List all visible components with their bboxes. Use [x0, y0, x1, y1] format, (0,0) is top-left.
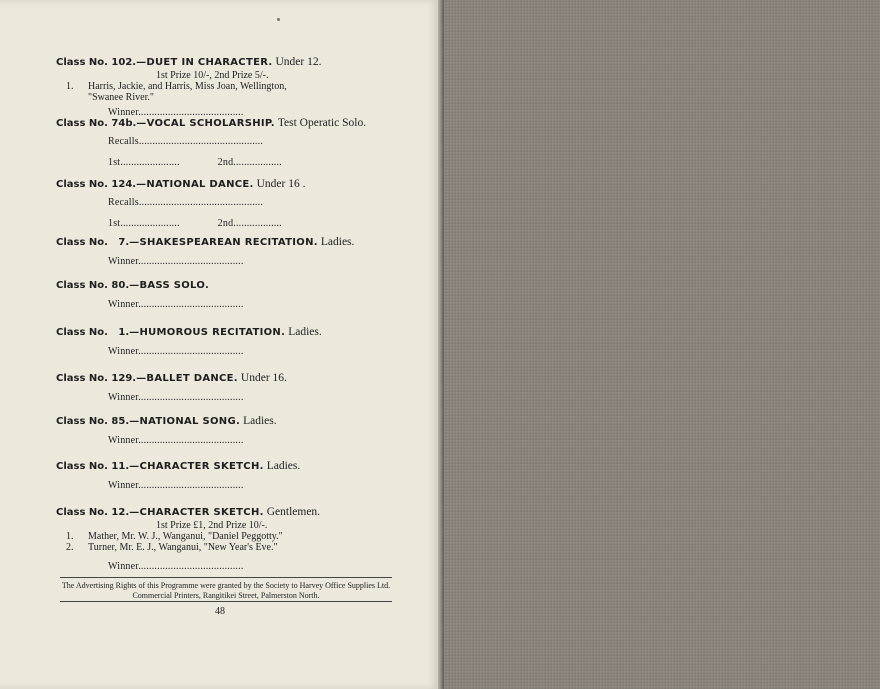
candidate-line	[56, 542, 396, 553]
class-qualifier: Under 16.	[240, 372, 287, 384]
winner-line: Winner.......................................	[108, 299, 244, 310]
class-number: Class No. 12.	[56, 507, 130, 518]
footer-rule-top	[60, 577, 392, 578]
class-qualifier: Ladies.	[243, 415, 277, 427]
winner-line: Winner.......................................	[108, 435, 244, 446]
class-qualifier: Under 16 .	[256, 178, 306, 190]
recalls-line: Recalls..............................................	[108, 136, 264, 147]
class-title: —NATIONAL SONG.	[129, 416, 241, 427]
class-number: Class No. 85.	[56, 416, 130, 427]
class-entry-11	[56, 459, 396, 492]
class-title: —BALLET DANCE.	[136, 373, 238, 384]
class-number: Class No. 129.	[56, 373, 137, 384]
page-number: 48	[215, 606, 225, 617]
footer-line-2: Commercial Printers, Rangitikei Street, Palmerston North.	[132, 591, 320, 600]
class-entry-129	[56, 371, 396, 404]
first-place-line: 1st......................	[108, 218, 180, 229]
class-title: —VOCAL SCHOLARSHIP.	[136, 118, 275, 129]
class-heading	[56, 371, 396, 386]
footer-rule-bottom	[60, 601, 392, 602]
candidate-number: 1.	[66, 81, 74, 92]
class-title: —DUET IN CHARACTER.	[136, 57, 273, 68]
class-heading	[56, 325, 396, 340]
prize-line: 1st Prize 10/-, 2nd Prize 5/-.	[156, 70, 269, 81]
footer-line-1: The Advertising Rights of this Programme were granted by the Society to Harvey Office Supplies Ltd.	[61, 581, 391, 590]
class-entry-102	[56, 55, 396, 119]
candidate-text: Mather, Mr. W. J., Wanganui, "Daniel Peggotty."	[88, 531, 283, 542]
candidate-text: "Swanee River."	[88, 92, 154, 103]
candidate-number	[66, 92, 88, 103]
winner-line: Winner.......................................	[108, 346, 244, 357]
class-heading	[56, 177, 396, 192]
class-number: Class No. 7.	[56, 237, 130, 248]
class-number: Class No. 124.	[56, 179, 137, 190]
class-qualifier: Test Operatic Solo.	[277, 117, 367, 129]
winner-line: Winner.......................................	[108, 107, 244, 118]
class-entry-80	[56, 278, 396, 311]
candidate-line	[56, 81, 396, 92]
placings-line	[56, 157, 396, 169]
prize-line: 1st Prize £1, 2nd Prize 10/-.	[156, 520, 268, 531]
class-entry-124	[56, 177, 396, 230]
class-title: —CHARACTER SKETCH.	[129, 461, 264, 472]
candidate-line	[56, 92, 396, 103]
class-number: Class No. 102.	[56, 57, 137, 68]
class-title: —CHARACTER SKETCH.	[129, 507, 264, 518]
second-place-line: 2nd..................	[217, 157, 282, 168]
placings-line	[56, 218, 396, 230]
class-heading	[56, 116, 396, 131]
class-number: Class No. 1.	[56, 327, 130, 338]
class-heading	[56, 505, 396, 520]
class-title: —BASS SOLO.	[129, 280, 210, 291]
class-number: Class No. 74b.	[56, 118, 137, 129]
class-number: Class No. 11.	[56, 461, 130, 472]
recalls-line: Recalls..............................................	[108, 197, 264, 208]
printer-footer	[56, 581, 396, 601]
class-title: —SHAKESPEAREAN RECITATION.	[129, 237, 318, 248]
class-qualifier: Ladies.	[266, 460, 301, 472]
first-place-line: 1st......................	[108, 157, 180, 168]
class-qualifier: Gentlemen.	[266, 506, 321, 518]
class-heading	[56, 235, 396, 250]
class-heading	[56, 459, 396, 474]
class-heading	[56, 414, 396, 429]
winner-line: Winner.......................................	[108, 561, 244, 572]
candidate-number: 2.	[66, 542, 74, 553]
class-title: —NATIONAL DANCE.	[136, 179, 254, 190]
winner-line: Winner.......................................	[108, 480, 244, 491]
back-cover	[444, 0, 880, 689]
class-heading	[56, 278, 396, 293]
class-entry-74b	[56, 116, 396, 169]
class-qualifier: Ladies.	[320, 236, 355, 248]
class-entry-1	[56, 325, 396, 358]
candidate-text: Harris, Jackie, and Harris, Miss Joan, Wellington,	[88, 81, 287, 92]
class-entry-7	[56, 235, 396, 268]
second-place-line: 2nd..................	[217, 218, 282, 229]
class-heading	[56, 55, 396, 70]
candidate-text: Turner, Mr. E. J., Wanganui, "New Year's Eve."	[88, 542, 278, 553]
class-entry-85	[56, 414, 396, 447]
class-qualifier: Under 12.	[275, 56, 322, 68]
candidate-line	[56, 531, 396, 542]
winner-line: Winner.......................................	[108, 392, 244, 403]
class-qualifier: Ladies.	[288, 326, 322, 338]
winner-line: Winner.......................................	[108, 256, 244, 267]
class-title: —HUMOROUS RECITATION.	[129, 327, 286, 338]
candidate-number: 1.	[66, 531, 74, 542]
class-entry-12	[56, 505, 396, 573]
class-number: Class No. 80.	[56, 280, 130, 291]
page-mark	[277, 18, 280, 21]
